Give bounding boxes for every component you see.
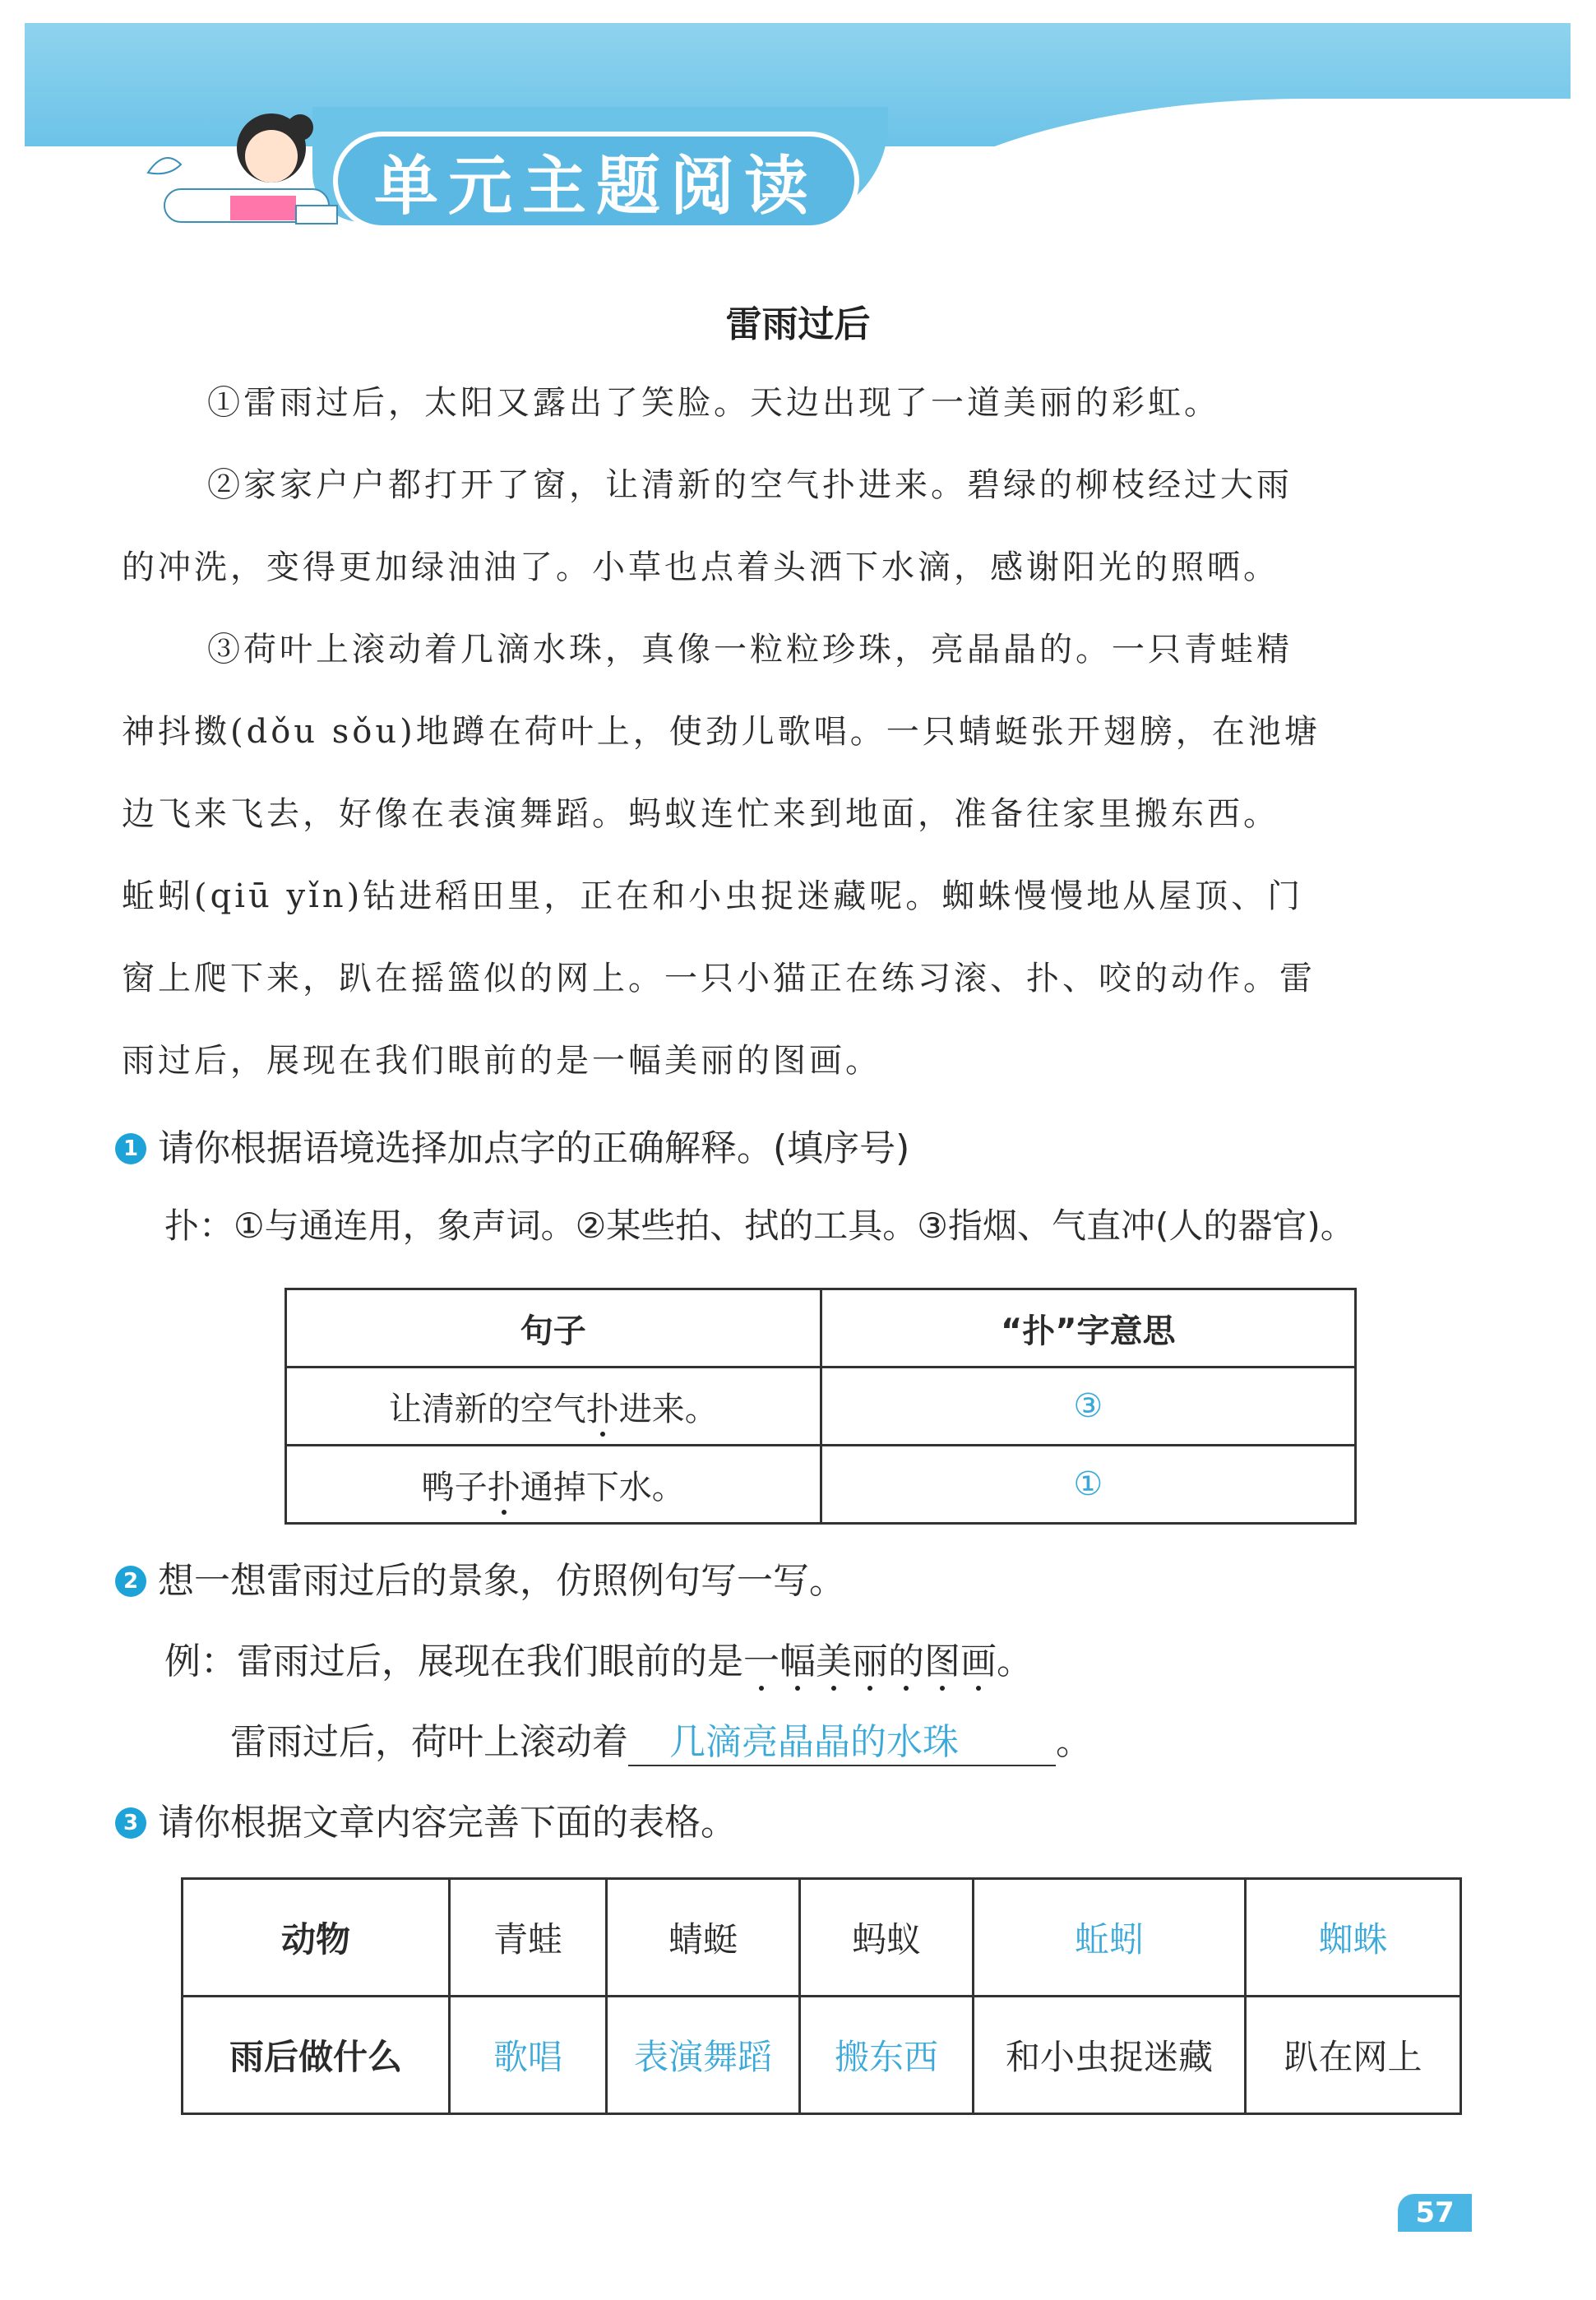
dotted-char: 扑 (585, 1390, 619, 1428)
dotted-char: 的 (888, 1641, 924, 1682)
table-row (286, 1446, 1356, 1524)
sentence-text: 鸭子 (421, 1468, 488, 1506)
question-prompt: 请你根据文章内容完善下面的表格。 (158, 1802, 737, 1844)
dotted-char: 扑 (487, 1468, 520, 1506)
action-cell: 和小虫捉迷藏 (974, 1997, 1246, 2114)
sentence-text: 通掉下水。 (520, 1468, 685, 1506)
question-1 (115, 1118, 909, 1171)
article-title: 雷雨过后 (725, 303, 871, 345)
question-number-badge: 3 (115, 1807, 146, 1839)
dotted-char: 图 (924, 1641, 960, 1682)
girl-reading-illustration (132, 99, 345, 238)
animal-cell: 蜻蜓 (607, 1879, 800, 1997)
dotted-phrase (743, 1641, 997, 1682)
sentence-text: 进来。 (618, 1390, 718, 1428)
example-text: 。 (997, 1641, 1033, 1682)
article-line: ①雷雨过后，太阳又露出了笑脸。天边出现了一道美丽的彩虹。 (207, 384, 1220, 422)
table-header: “扑”字意思 (821, 1289, 1356, 1368)
action-answer-cell: 搬东西 (800, 1997, 974, 2114)
action-cell: 趴在网上 (1246, 1997, 1461, 2114)
sentence-text: 让清新的空气 (388, 1390, 586, 1428)
fill-sentence (230, 1712, 1092, 1766)
dotted-char: 一 (743, 1641, 779, 1682)
banner-title: 单元主题阅读 (333, 132, 859, 230)
answer-cell: ① (821, 1446, 1356, 1524)
action-answer-cell: 歌唱 (450, 1997, 607, 2114)
sentence-cell (286, 1368, 821, 1446)
page-number: 57 (1398, 2194, 1472, 2232)
animal-answer-cell: 蚯蚓 (974, 1879, 1246, 1997)
article-line: ②家家户户都打开了窗，让清新的空气扑进来。碧绿的柳枝经过大雨 (207, 466, 1293, 504)
article-line: 窗上爬下来，趴在摇篮似的网上。一只小猫正在练习滚、扑、咬的动作。雷 (122, 960, 1316, 997)
table-row (183, 1879, 1461, 1997)
row-header: 雨后做什么 (183, 1997, 450, 2114)
article-body (122, 362, 1487, 1102)
fill-text: 雷雨过后，荷叶上滚动着 (230, 1721, 628, 1763)
fill-blank-answer[interactable]: 几滴亮晶晶的水珠 (628, 1712, 1056, 1766)
table-header: 句子 (286, 1289, 821, 1368)
animal-answer-cell: 蜘蛛 (1246, 1879, 1461, 1997)
sentence-cell (286, 1446, 821, 1524)
animal-cell: 青蛙 (450, 1879, 607, 1997)
article-line: 蚯蚓(qiū yǐn)钻进稻田里，正在和小虫捉迷藏呢。蜘蛛慢慢地从屋顶、门 (122, 877, 1304, 915)
animals-table (181, 1877, 1462, 2115)
dotted-char: 画 (960, 1641, 997, 1682)
question-number-badge: 2 (115, 1566, 146, 1597)
question-prompt: 想一想雷雨过后的景象，仿照例句写一写。 (158, 1560, 845, 1602)
question-2 (115, 1551, 845, 1604)
fill-text: 。 (1056, 1721, 1092, 1763)
example-text: 例：雷雨过后，展现在我们眼前的是 (164, 1641, 743, 1682)
action-answer-cell: 表演舞蹈 (607, 1997, 800, 2114)
example-sentence (164, 1631, 1033, 1684)
definition-line: 扑：①与通连用，象声词。②某些拍、拭的工具。③指烟、气直冲(人的器官)。 (164, 1206, 1355, 1246)
question-prompt: 请你根据语境选择加点字的正确解释。(填序号) (158, 1127, 910, 1169)
meaning-table (285, 1288, 1357, 1525)
article-line: 雨过后，展现在我们眼前的是一幅美丽的图画。 (122, 1042, 881, 1080)
article-line: 神抖擞(dǒu sǒu)地蹲在荷叶上，使劲儿歌唱。一只蜻蜓张开翅膀，在池塘 (122, 713, 1321, 751)
article-line: ③荷叶上滚动着几滴水珠，真像一粒粒珍珠，亮晶晶的。一只青蛙精 (207, 631, 1293, 669)
answer-cell: ③ (821, 1368, 1356, 1446)
table-row (286, 1368, 1356, 1446)
dotted-char: 丽 (852, 1641, 888, 1682)
animal-cell: 蚂蚁 (800, 1879, 974, 1997)
table-row (183, 1997, 1461, 2114)
dotted-char: 美 (816, 1641, 852, 1682)
article-line: 的冲洗，变得更加绿油油了。小草也点着头洒下水滴，感谢阳光的照晒。 (122, 548, 1279, 586)
dotted-char: 幅 (779, 1641, 816, 1682)
row-header: 动物 (183, 1879, 450, 1997)
question-3 (115, 1793, 737, 1845)
question-number-badge: 1 (115, 1133, 146, 1164)
article-line: 边飞来飞去，好像在表演舞蹈。蚂蚁连忙来到地面，准备往家里搬东西。 (122, 795, 1279, 833)
